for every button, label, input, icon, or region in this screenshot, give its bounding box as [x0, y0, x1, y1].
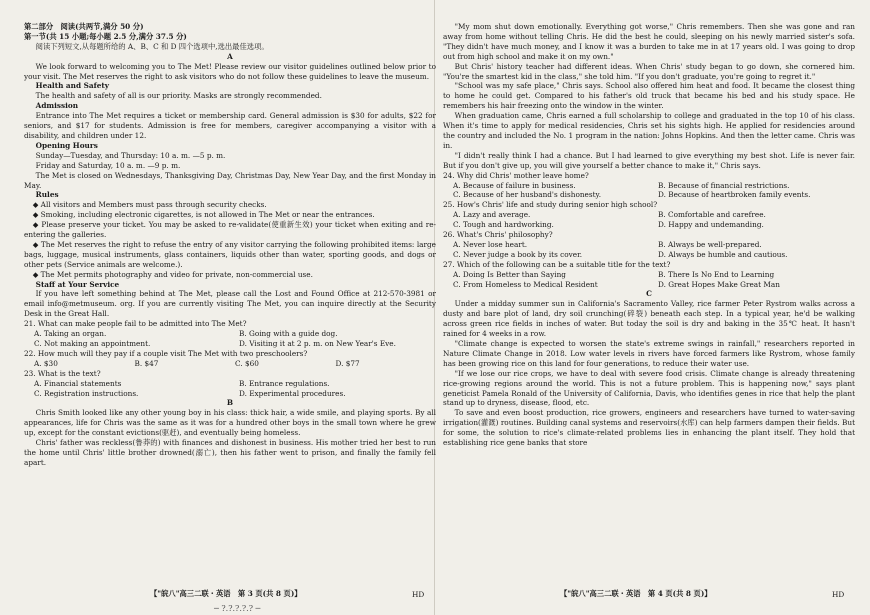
text-staff: If you have left something behind at The Met, please call the Lost and Found Office at 212-570-3981 or email info@metmuseum. org. If you are currently visiting The Met, you can inquire directly at the Security Desk in the Great Hall.: [24, 289, 436, 319]
heading-staff: Staff at Your Service: [35, 279, 120, 289]
option: B. There Is No End to Learning: [658, 269, 775, 279]
question-27-options: [443, 270, 855, 290]
left-page: [24, 22, 436, 468]
passage-c-paragraph: Under a midday summer sun in California's Sacramento Valley, rice farmer Peter Rystrom walks across a dusty and bare plot of land, dry soil crunching(碎裂) beneath each step. In a typical year, he'd be walking across green rice fields in inches of water. But today the soil is dry and baking in the 35℃ heat. It hasn't rained for 4 weeks in a row.: [443, 299, 855, 339]
passage-b-paragraph: "I didn't really think I had a chance. But I had learned to give everything my best shot. Life is never fair. But if you don't give up, you will give yourself a better chance to make it," Chris says.: [443, 150, 855, 170]
option: A. Lazy and average.: [453, 210, 531, 220]
footer-left-text: 【"皖八"高三二联・英语 第 3 页(共 8 页)】: [150, 589, 302, 598]
option: A. Doing Is Better than Saying: [453, 269, 566, 279]
text-hours-2: Friday and Saturday, 10 a. m. —9 p. m.: [35, 160, 181, 170]
option: C. Never judge a book by its cover.: [453, 249, 583, 259]
option: D. Because of heartbroken family events.: [658, 190, 811, 200]
question-24: 24. Why did Chris' mother leave home?: [443, 170, 589, 180]
passage-b-letter: B: [226, 398, 234, 408]
footer-right-code: [832, 590, 844, 599]
question-24-options: [443, 181, 855, 201]
text-closed: The Met is closed on Wednesdays, Thanksgiving Day, Christmas Day, New Year Day, and the first Monday in May.: [24, 170, 436, 190]
heading-rules: Rules: [35, 190, 59, 200]
option: A. $30: [34, 358, 58, 368]
question-22: 22. How much will they pay if a couple visit The Met with two preschoolers?: [24, 348, 308, 358]
option: C. From Homeless to Medical Resident: [453, 279, 598, 289]
passage-b-paragraph: Chris Smith looked like any other young boy in his class: thick hair, a wide smile, and playing sports. By all appearances, life for Chris was the same as it was for a hundred other boys in the small town where he grew up, except for the constant evictions(驱赶), and eventually being homeless.: [24, 408, 436, 438]
question-22-options: [24, 359, 436, 369]
option: D. $77: [335, 358, 360, 368]
passage-a-letter: A: [227, 51, 233, 61]
option: B. Comfortable and carefree.: [658, 210, 766, 220]
rule-item: ◆ All visitors and Members must pass through security checks.: [32, 200, 267, 210]
option: C. Because of her husband's dishonesty.: [453, 190, 602, 200]
passage-a-intro: We look forward to welcoming you to The Met! Please review our visitor guidelines outlined below prior to your visit. The Met reserves the right to ask visitors who do not follow these guidelines to leave the museum.: [24, 61, 436, 81]
option: C. Not making an appointment.: [34, 339, 151, 348]
footer-code: HD: [832, 590, 845, 599]
question-27: 27. Which of the following can be a suitable title for the text?: [443, 259, 671, 269]
passage-c-paragraph: To save and even boost production, rice growers, engineers and researchers have turned to water-saving irrigation(灌溉) routines. Building canal systems and reservoirs(水库) can help farmers dampen their fields. But for some, the solution to rice's climate-related problems lies in enhancing the plant itself. They hold that establishing rice gene banks that store: [443, 408, 855, 448]
heading-admission: Admission: [35, 101, 79, 111]
option: A. Never lose heart.: [453, 239, 528, 249]
rule-item: ◆ Please preserve your ticket. You may be asked to re-validate(使重新生效) your ticket when exiting and re-entering the galleries.: [24, 220, 436, 240]
section-part1: 第一节(共 15 小题;每小题 2.5 分,满分 37.5 分): [24, 31, 187, 41]
passage-b-paragraph: "School was my safe place," Chris says. School also offered him heat and food. It became the closest thing to home he could get. Compared to his father's old truck that became his bed and his study space. He remembers his hair freezing onto the window in the winter.: [443, 81, 855, 111]
option: A. Taking an organ.: [34, 329, 107, 339]
question-26: 26. What's Chris' philosophy?: [443, 230, 553, 240]
option: D. Happy and undemanding.: [658, 220, 764, 230]
right-page: [443, 22, 855, 448]
passage-c-paragraph: "Climate change is expected to worsen the state's extreme swings in rainfall," researchers reported in Nature Climate Change in 2018. Low water levels in rivers have forced farmers like Rystrom, whose family has been growing rice on this land for four generations, to reduce their water use.: [443, 339, 855, 368]
option: C. $60: [235, 358, 259, 368]
passage-b-paragraph: Chris' father was reckless(鲁莽的) with finances and dishonest in business. His mother tried her best to run the home until Chris' little brother drowned(溺亡), then his father went to prison, and finally the family fell apart.: [24, 438, 436, 467]
option: A. Financial statements: [34, 378, 122, 388]
option: D. Great Hopes Make Great Man: [658, 279, 780, 289]
text-health: The health and safety of all is our priority. Masks are strongly recommended.: [35, 91, 322, 101]
option: C. Tough and hardworking.: [453, 220, 554, 230]
text-hours-1: Sunday—Tuesday, and Thursday: 10 a. m. —5 p. m.: [35, 150, 226, 160]
question-21: 21. What can make people fail to be admitted into The Met?: [24, 319, 247, 329]
option: D. Experimental procedures.: [239, 388, 346, 398]
question-25-options: [443, 210, 855, 230]
rule-item: ◆ The Met permits photography and video for private, non-commercial use.: [32, 269, 313, 279]
question-26-options: [443, 240, 855, 260]
option: D. Always be humble and cautious.: [658, 249, 788, 259]
footer-code: HD: [412, 590, 425, 599]
option: B. Because of financial restrictions.: [658, 180, 790, 190]
footer-right: [560, 589, 712, 599]
question-21-options: [24, 329, 436, 349]
passage-b-paragraph: "My mom shut down emotionally. Everything got worse," Chris remembers. Then she was gone and ran away from home without telling Chris. He did the best he could, sleeping on his newly married sister's sofa. "They didn't have much money, and I know it was a burden to take me in at 17 years old. I was going to drop out from high school and make it on my own.": [443, 22, 855, 61]
scan-mark: ─ ?.?.?.?.? ─: [214, 604, 261, 613]
option: C. Registration instructions.: [34, 388, 139, 398]
footer-left-code: [412, 590, 424, 599]
text-admission: Entrance into The Met requires a ticket or membership card. General admission is $30 for adults, $22 for seniors, and $17 for students. Admission is free for members, caregiver accompanying a visitor with a disability, and children under 12.: [24, 111, 436, 140]
passage-b-paragraph: But Chris' history teacher had different ideas. When Chris' study began to go down, she cornered him. "You're the smartest kid in the class," she told him. "If you don't graduate, you're going to regret it.": [443, 61, 855, 81]
section-title: 第二部分 阅读(共两节,满分 50 分): [24, 22, 144, 31]
rule-item: ◆ Smoking, including electronic cigarettes, is not allowed in The Met or near the entrances.: [32, 210, 375, 220]
footer-left: [150, 589, 302, 599]
heading-health: Health and Safety: [35, 81, 109, 91]
rule-item: ◆ The Met reserves the right to refuse the entry of any visitor carrying the following prohibited items: large bags, luggage, musical instruments, glass containers, liquids other than water, sporting goods, and dogs or other pets (Service animals are welcome.).: [24, 239, 436, 269]
question-23: 23. What is the text?: [24, 368, 101, 378]
passage-b-paragraph: When graduation came, Chris earned a full scholarship to college and graduated in the top 10 of his class. When it's time to apply for medical residencies, Chris set his sights high. He applied for residencies around the country and included the No. 1 program in the nation: Johns Hopkins. And then the letter came. Chris was in.: [443, 111, 855, 150]
option: B. Entrance regulations.: [239, 378, 330, 388]
option: B. $47: [134, 358, 159, 368]
option: B. Going with a guide dog.: [239, 329, 338, 339]
question-23-options: [24, 379, 436, 399]
footer-right-text: 【"皖八"高三二联・英语 第 4 页(共 8 页)】: [560, 589, 712, 598]
heading-hours: Opening Hours: [35, 140, 98, 150]
passage-c-paragraph: "If we lose our rice crops, we have to deal with severe food crisis. Climate change is already threatening rice-growing regions around the world. This is not a future problem. This is happening now," says plant geneticist Pamela Ronald of the University of California, Davis, who identifies genes in rice that help the plant stand up to dryness, disease, flood, etc.: [443, 368, 855, 408]
section-instruction: 阅读下列短文,从每题所给的 A、B、C 和 D 四个选项中,选出最佳选项。: [35, 41, 269, 51]
question-25: 25. How's Chris' life and study during senior high school?: [443, 200, 658, 210]
option: B. Always be well-prepared.: [658, 239, 762, 249]
option: A. Because of failure in business.: [453, 180, 576, 190]
passage-c-letter: C: [646, 289, 652, 299]
option: D. Visiting it at 2 p. m. on New Year's Eve.: [239, 339, 396, 348]
